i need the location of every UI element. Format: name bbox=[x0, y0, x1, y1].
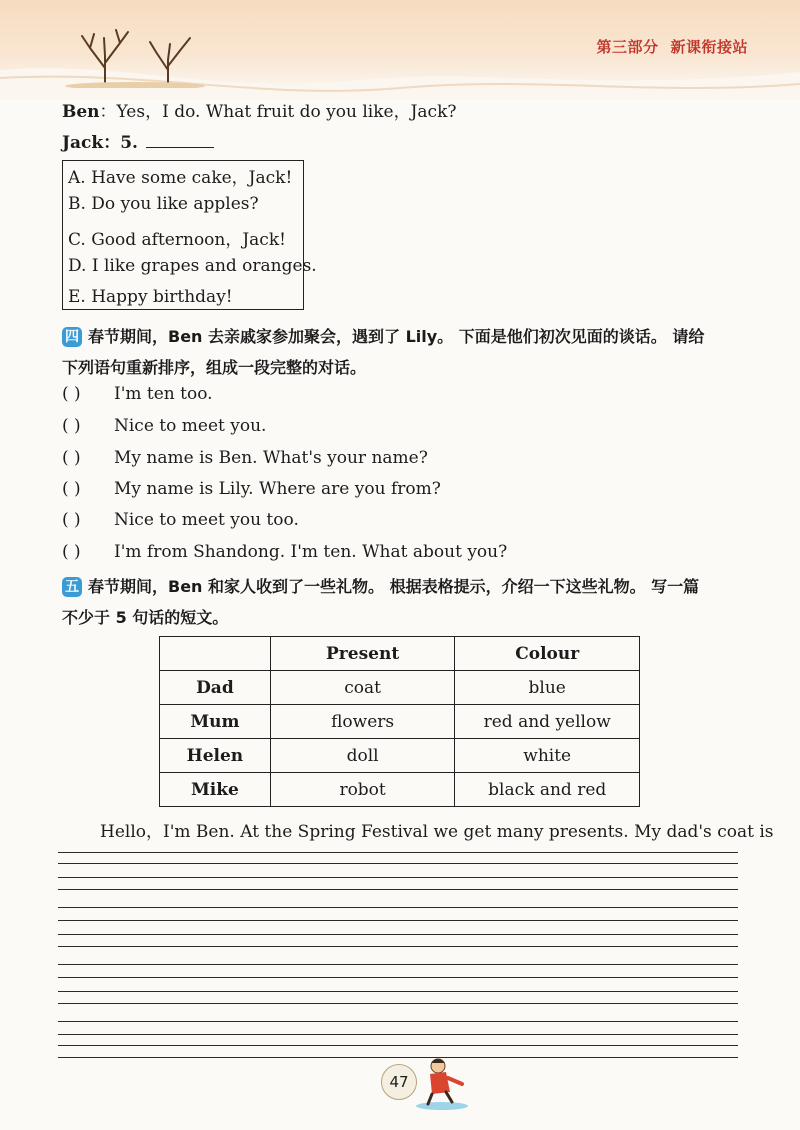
writing-line bbox=[58, 934, 738, 935]
table-cell: coat bbox=[270, 671, 455, 705]
answer-blank[interactable] bbox=[146, 133, 214, 148]
writing-line bbox=[58, 889, 738, 890]
section4-heading bbox=[62, 324, 704, 347]
options-box bbox=[62, 160, 317, 310]
presents-table bbox=[159, 636, 640, 807]
order-paren[interactable]: ( ) bbox=[62, 479, 81, 499]
table-header-row bbox=[160, 637, 640, 671]
order-paren[interactable]: ( ) bbox=[62, 448, 81, 468]
order-paren[interactable]: ( ) bbox=[62, 510, 81, 530]
table-cell: doll bbox=[270, 739, 455, 773]
writing-line bbox=[58, 1021, 738, 1022]
table-cell: Helen bbox=[160, 739, 271, 773]
table-row bbox=[160, 705, 640, 739]
header-title bbox=[584, 36, 748, 57]
table-header-cell: Present bbox=[270, 637, 455, 671]
option-a: A. Have some cake，Jack! bbox=[68, 168, 293, 188]
writing-line bbox=[58, 907, 738, 908]
table-cell: flowers bbox=[270, 705, 455, 739]
station-label: 新课衔接站 bbox=[670, 38, 748, 56]
dialogue-line-ben bbox=[62, 97, 457, 122]
table-cell: robot bbox=[270, 773, 455, 807]
writing-line bbox=[58, 1057, 738, 1058]
table-cell: blue bbox=[455, 671, 640, 705]
order-text: My name is Ben. What's your name? bbox=[114, 448, 428, 468]
table-header-cell: Colour bbox=[455, 637, 640, 671]
order-item bbox=[62, 448, 428, 468]
writing-line bbox=[58, 977, 738, 978]
writing-line bbox=[58, 1045, 738, 1046]
option-c: C. Good afternoon，Jack! bbox=[68, 230, 286, 250]
table-cell: Dad bbox=[160, 671, 271, 705]
section5-badge: 五 bbox=[62, 577, 82, 597]
mascot-icon bbox=[412, 1052, 472, 1112]
option-d: D. I like grapes and oranges. bbox=[68, 256, 317, 276]
writing-line bbox=[58, 920, 738, 921]
part-label: 第三部分 bbox=[596, 38, 659, 56]
order-text: Nice to meet you too. bbox=[114, 510, 299, 530]
order-paren[interactable]: ( ) bbox=[62, 542, 81, 562]
order-item bbox=[62, 416, 266, 436]
table-row bbox=[160, 671, 640, 705]
writing-line bbox=[58, 863, 738, 864]
writing-line bbox=[58, 946, 738, 947]
order-item bbox=[62, 479, 441, 499]
section5-heading bbox=[62, 574, 699, 597]
order-item bbox=[62, 542, 507, 562]
writing-line bbox=[58, 991, 738, 992]
table-cell: red and yellow bbox=[455, 705, 640, 739]
table-row bbox=[160, 739, 640, 773]
speaker-ben: Ben bbox=[62, 102, 100, 122]
section4-line1: 春节期间，Ben 去亲戚家参加聚会，遇到了 Lily。 下面是他们初次见面的谈话。 请给 bbox=[88, 327, 705, 346]
section5-line1: 春节期间，Ben 和家人收到了一些礼物。 根据表格提示，介绍一下这些礼物。 写一篇 bbox=[88, 577, 700, 596]
option-b: B. Do you like apples? bbox=[68, 194, 259, 214]
section5-heading-cont: 不少于 5 句话的短文。 bbox=[62, 608, 229, 627]
order-text: Nice to meet you. bbox=[114, 416, 267, 436]
table-row bbox=[160, 773, 640, 807]
speaker-jack: Jack bbox=[62, 133, 104, 153]
order-text: I'm ten too. bbox=[114, 384, 213, 404]
order-item bbox=[62, 384, 213, 404]
writing-area[interactable] bbox=[58, 850, 738, 1060]
writing-line bbox=[58, 877, 738, 878]
table-header-cell bbox=[160, 637, 271, 671]
section4-heading-cont: 下列语句重新排序，组成一段完整的对话。 bbox=[62, 358, 367, 377]
writing-line bbox=[58, 1003, 738, 1004]
order-paren[interactable]: ( ) bbox=[62, 384, 81, 404]
page-number: 47 bbox=[381, 1064, 417, 1100]
table-cell: Mum bbox=[160, 705, 271, 739]
dialogue-line-jack bbox=[62, 128, 214, 153]
order-paren[interactable]: ( ) bbox=[62, 416, 81, 436]
table-cell: white bbox=[455, 739, 640, 773]
option-e: E. Happy birthday! bbox=[68, 287, 233, 307]
order-text: I'm from Shandong. I'm ten. What about you? bbox=[114, 542, 508, 562]
jack-text: ：5. bbox=[103, 133, 138, 153]
table-cell: Mike bbox=[160, 773, 271, 807]
table-cell: black and red bbox=[455, 773, 640, 807]
order-text: My name is Lily. Where are you from? bbox=[114, 479, 441, 499]
bare-tree-icon bbox=[60, 18, 210, 88]
writing-line bbox=[58, 852, 738, 853]
essay-intro: Hello，I'm Ben. At the Spring Festival we get many presents. My dad's coat is bbox=[100, 822, 774, 842]
section4-badge: 四 bbox=[62, 327, 82, 347]
order-item bbox=[62, 510, 299, 530]
writing-line bbox=[58, 964, 738, 965]
ben-text: ：Yes，I do. What fruit do you like，Jack? bbox=[99, 102, 457, 122]
writing-line bbox=[58, 1034, 738, 1035]
